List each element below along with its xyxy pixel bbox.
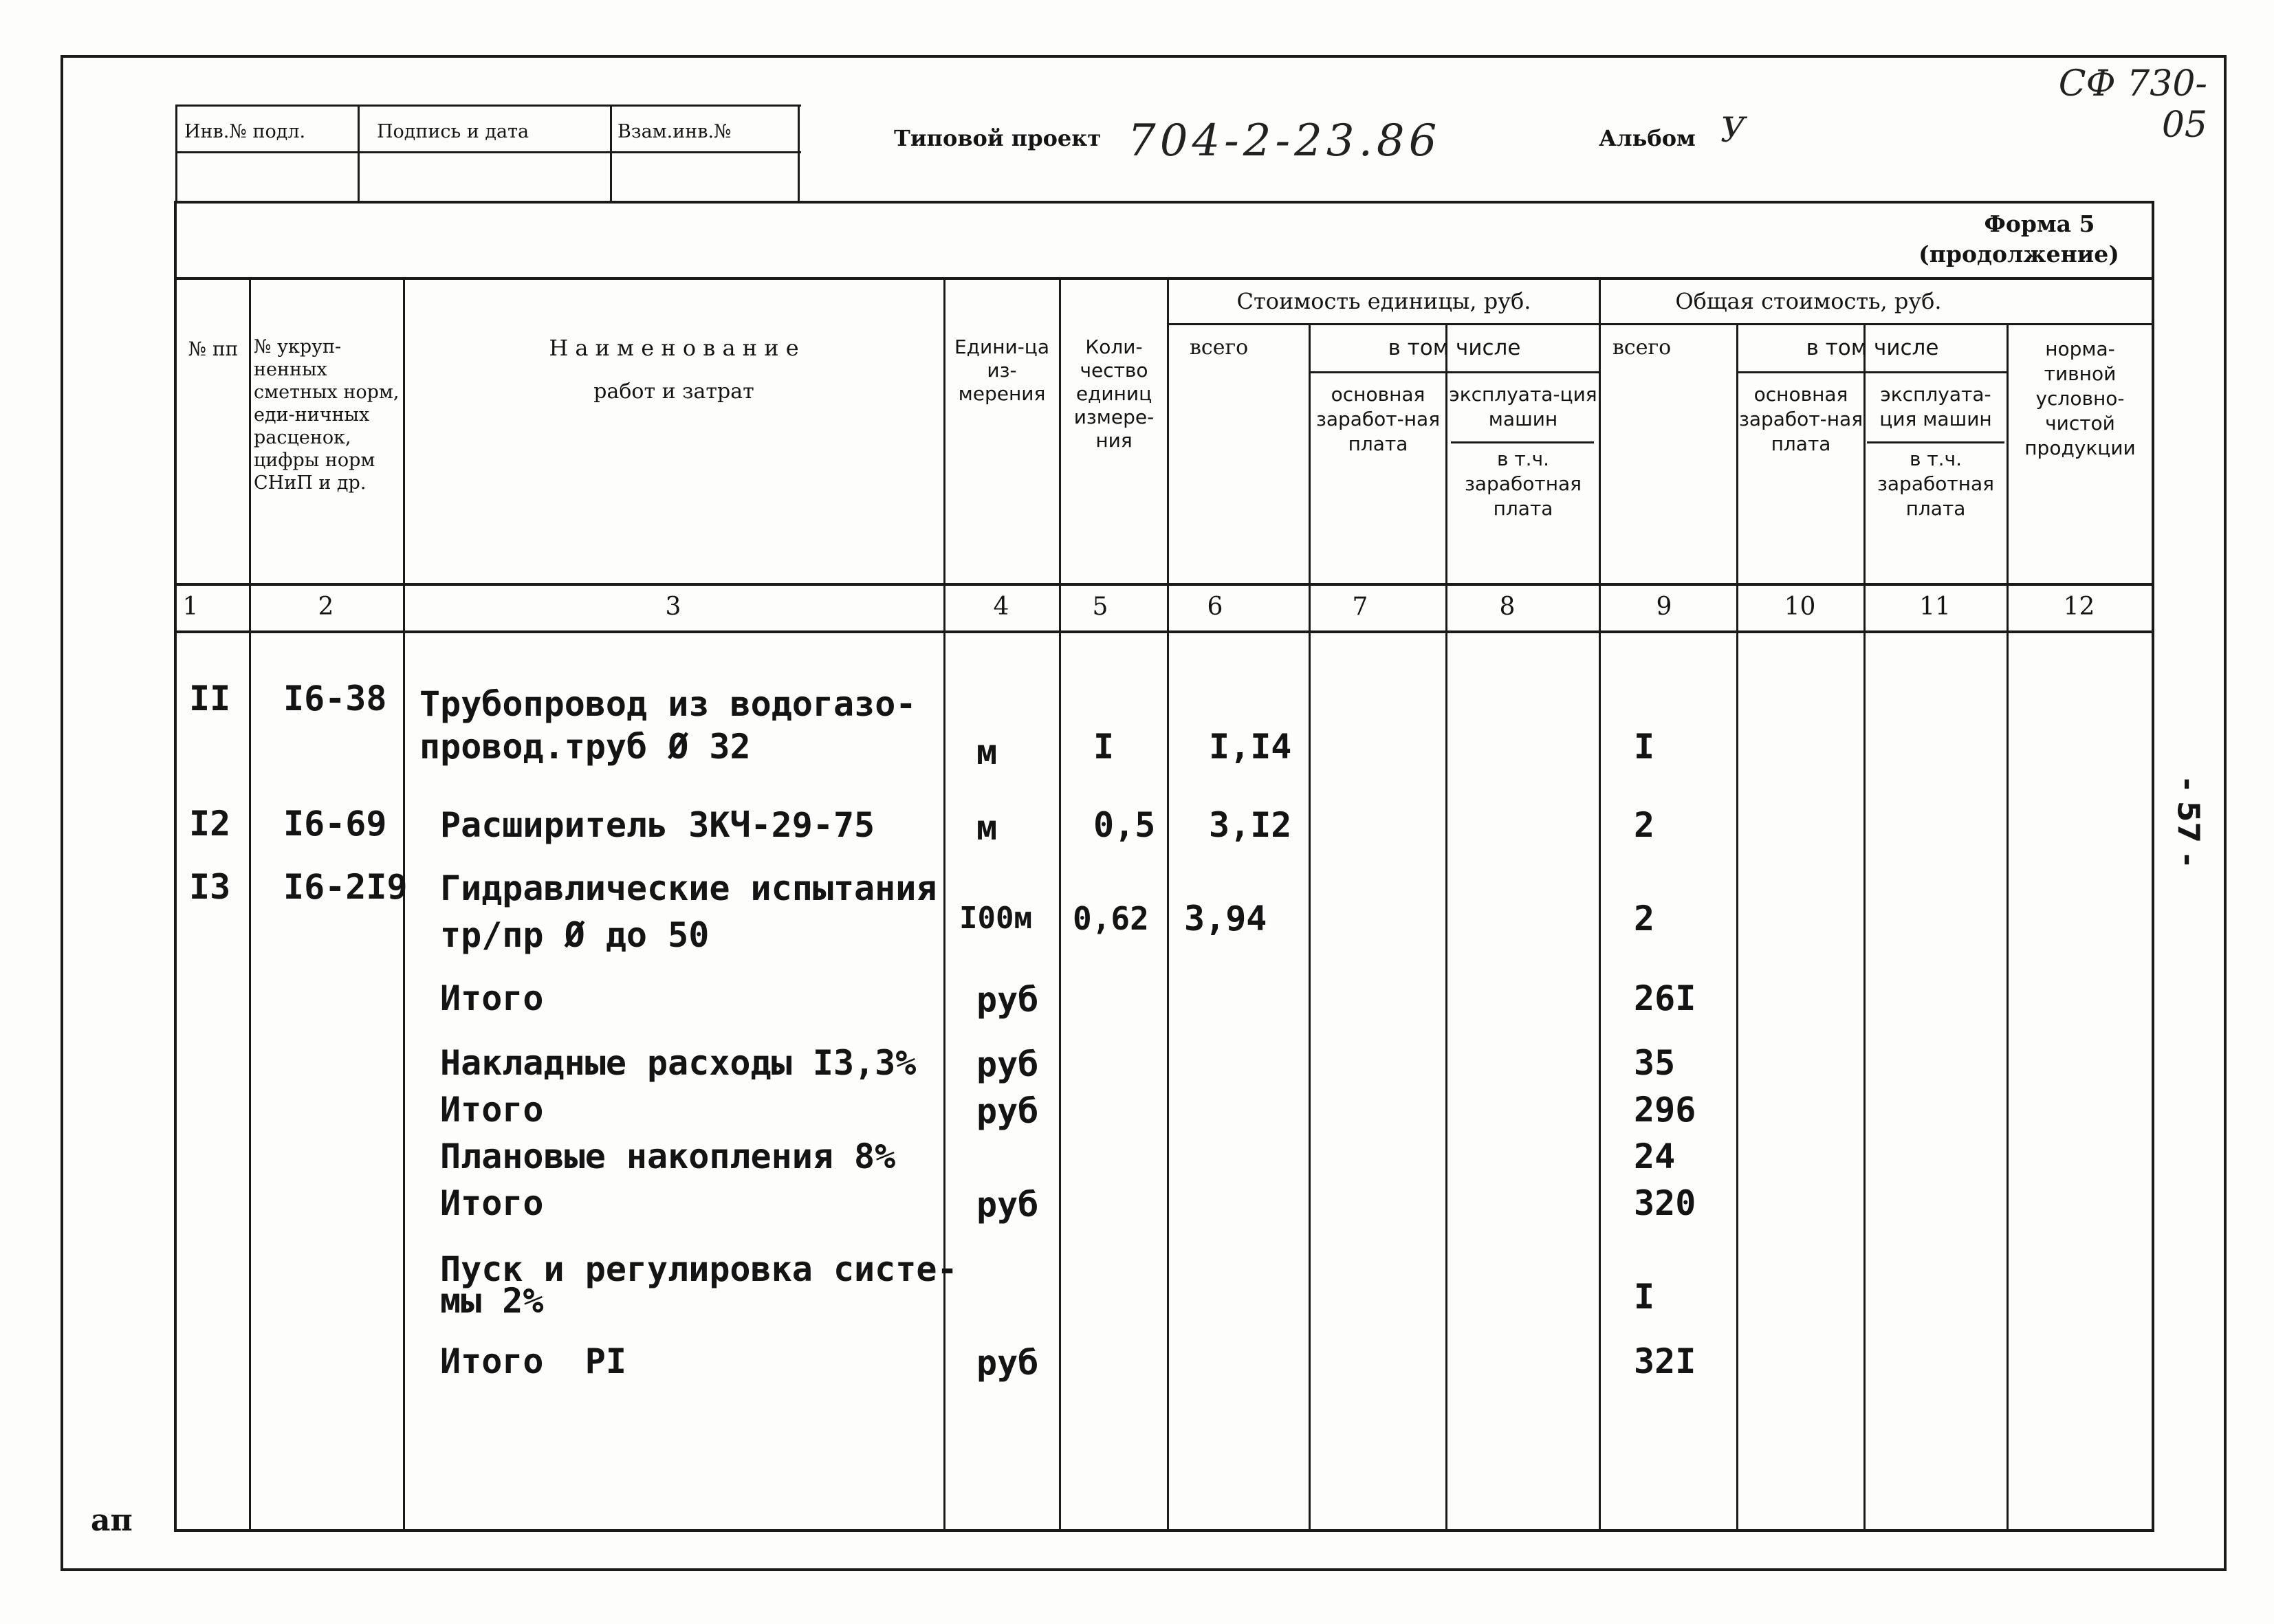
row-unit: м	[976, 808, 998, 848]
header-c5: Коли-чество единиц измере-ния	[1073, 336, 1155, 452]
header-unit-cost: Стоимость единицы, руб.	[1236, 288, 1531, 314]
stamp-vzam-inv: Взам.инв.№	[617, 121, 732, 142]
row-name: Гидравлические испытания	[440, 868, 937, 908]
album-label: Альбом	[1599, 125, 1696, 151]
project-label: Типовой проект	[894, 125, 1102, 151]
colnum-4: 4	[993, 593, 1009, 621]
header-total-cost: Общая стоимость, руб.	[1675, 288, 1942, 314]
row-name-cont: мы 2%	[440, 1281, 544, 1321]
row-name: Трубопровод из водогазо-	[419, 684, 917, 724]
colnum-3: 3	[665, 593, 681, 621]
colnum-7: 7	[1352, 593, 1368, 621]
row-total: 32I	[1634, 1341, 1696, 1381]
header-c8-ekspl: эксплуата-ция машин	[1449, 383, 1597, 430]
outer-frame-left	[61, 55, 63, 1571]
header-c12: норма-тивной условно-чистой продукции	[2024, 338, 2136, 459]
header-c8-vtch-zp: в т.ч. заработная плата	[1465, 448, 1582, 520]
colnum-10: 10	[1784, 593, 1816, 621]
header-c7-8-vtch: в том числе	[1388, 336, 1521, 360]
row-name-cont: тр/пр Ø до 50	[440, 915, 710, 955]
row-total: 2	[1634, 805, 1655, 845]
row-qty: I	[1093, 727, 1115, 767]
colnum-2: 2	[318, 593, 334, 621]
header-c9-vsego: всего	[1612, 336, 1672, 360]
row-name: Итого	[440, 1183, 544, 1223]
row-name: Накладные расходы I3,3%	[440, 1043, 917, 1083]
project-number: 704-2-23.86	[1128, 116, 1441, 166]
header-c11-vtch-zp: в т.ч. заработная плата	[1877, 448, 1994, 520]
row-unit-total: 3,I2	[1209, 805, 1292, 845]
row-total: 26I	[1634, 978, 1696, 1018]
header-c3-sub: работ и затрат	[593, 380, 754, 404]
row-unit: руб	[976, 1091, 1039, 1131]
row-unit: руб	[976, 1185, 1039, 1225]
row-unit: I00м	[959, 901, 1032, 936]
row-unit-total: 3,94	[1184, 899, 1267, 939]
row-name: Пуск и регулировка систе-	[440, 1249, 958, 1289]
outer-frame-right	[2224, 55, 2227, 1571]
row-unit-total: I,I4	[1209, 727, 1292, 767]
row-name: Расширитель ЗКЧ-29-75	[440, 805, 875, 845]
header-c7-osn-zp: основная заработ-ная плата	[1315, 383, 1441, 455]
row-code: I6-2I9	[283, 867, 408, 907]
corner-code: СФ 730-05	[2058, 63, 2207, 146]
row-unit: руб	[976, 1343, 1039, 1383]
row-code: I6-69	[283, 804, 387, 844]
row-total: I	[1634, 1277, 1655, 1317]
colnum-8: 8	[1499, 593, 1516, 621]
row-name: Итого	[440, 978, 544, 1018]
colnum-11: 11	[1919, 593, 1951, 621]
row-name: Плановые накопления 8%	[440, 1137, 896, 1176]
header-c10-osn-zp: основная заработ-ная плата	[1738, 383, 1863, 455]
page-number: - 57 -	[2170, 778, 2206, 866]
form-continuation: (продолжение)	[1918, 241, 2119, 267]
header-c4: Едини-ца из-мерения	[954, 336, 1050, 405]
row-nn: I2	[189, 804, 231, 844]
header-c10-11-vtch: в том числе	[1806, 336, 1939, 360]
colnum-12: 12	[2063, 593, 2095, 621]
bottom-mark: ап	[91, 1503, 133, 1538]
row-code: I6-38	[283, 679, 387, 718]
row-total: 2	[1634, 899, 1655, 939]
row-total: I	[1634, 727, 1655, 767]
row-name-cont: провод.труб Ø 32	[419, 727, 751, 767]
form-label: Форма 5	[1984, 210, 2095, 237]
header-c6-vsego: всего	[1190, 336, 1249, 360]
outer-frame-top	[61, 55, 2227, 58]
row-total: 24	[1634, 1137, 1676, 1176]
row-nn: I3	[189, 867, 231, 907]
row-unit: м	[976, 732, 998, 772]
row-qty: 0,5	[1093, 805, 1156, 845]
album-value: У	[1720, 110, 1746, 150]
stamp-podpis-data: Подпись и дата	[377, 121, 529, 142]
header-c1: № пп	[188, 338, 239, 360]
row-total: 320	[1634, 1183, 1696, 1223]
row-name: Итого PI	[440, 1341, 626, 1381]
row-total: 35	[1634, 1043, 1676, 1083]
header-c11-ekspl: эксплуата-ция машин	[1879, 383, 1992, 430]
colnum-5: 5	[1092, 593, 1108, 621]
row-unit: руб	[976, 980, 1039, 1020]
colnum-6: 6	[1207, 593, 1223, 621]
row-qty: 0,62	[1073, 900, 1149, 937]
header-c3-title: Н а и м е н о в а н и е	[549, 335, 799, 361]
outer-frame-bottom	[61, 1568, 2227, 1571]
row-nn: II	[189, 679, 231, 718]
colnum-1: 1	[182, 593, 199, 621]
stamp-inv-podl: Инв.№ подл.	[184, 121, 306, 142]
header-c2: № укруп-ненных сметных норм, еди-ничных расценок, цифры норм СНиП и др.	[254, 336, 400, 494]
colnum-9: 9	[1656, 593, 1672, 621]
row-total: 296	[1634, 1090, 1696, 1130]
row-unit: руб	[976, 1044, 1039, 1084]
row-name: Итого	[440, 1090, 544, 1130]
